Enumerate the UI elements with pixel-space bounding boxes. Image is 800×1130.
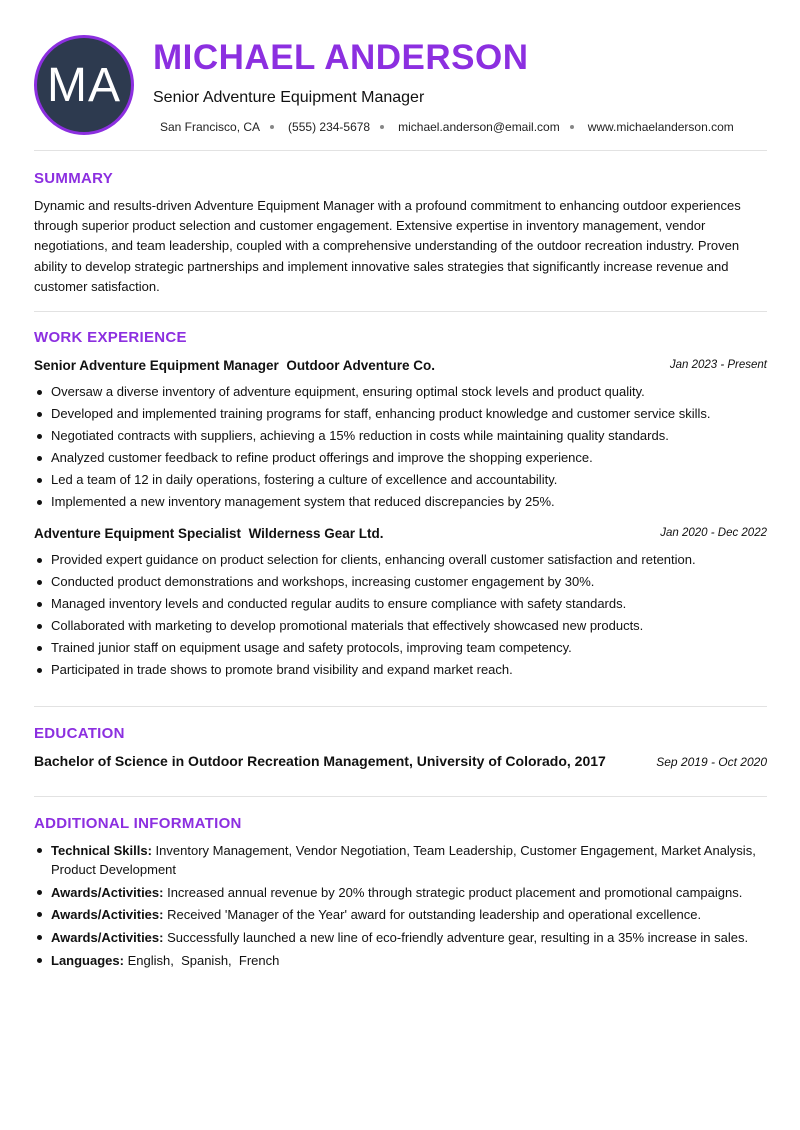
job-dates: Jan 2020 - Dec 2022 [660,527,767,539]
summary-text: Dynamic and results-driven Adventure Equipment Manager with a profound commitment to enhancing outdoor experiences through superior product selection and customer engagement. Extensive expertise in inventory management, vendor negotiations, and team leadership, coupled with a comprehensive understanding of the outdoor recreation industry. Proven ability to develop strategic partnerships and implement innovative sales strategies that significantly increase revenue and customer satisfaction. [34,198,741,294]
item-label: Awards/Activities: [51,929,164,945]
job-bullets [34,381,774,514]
list-item: Managed inventory levels and conducted regular audits to ensure compliance with safety standards. [34,593,774,615]
item-label: Awards/Activities: [51,907,164,922]
summary-heading: SUMMARY [34,170,114,187]
list-item [34,883,769,902]
divider [34,150,767,151]
item-label: Technical Skills: [51,843,152,858]
list-item: Provided expert guidance on product selection for clients, enhancing overall customer satisfaction and retention. [34,549,774,571]
contact-location: San Francisco, CA [160,120,261,134]
contact-email[interactable]: michael.anderson@email.com [398,120,560,134]
list-item [34,928,769,947]
avatar [34,35,134,135]
job-company: Wilderness Gear Ltd. [248,526,384,541]
list-item [34,905,769,924]
list-item: Negotiated contracts with suppliers, achieving a 15% reduction in costs while maintaining quality standards. [34,425,774,447]
list-item: Implemented a new inventory management system that reduced discrepancies by 25%. [34,491,774,513]
job-company: Outdoor Adventure Co. [286,358,436,373]
divider [34,706,767,707]
additional-heading: ADDITIONAL INFORMATION [34,815,242,832]
list-item: Analyzed customer feedback to refine product offerings and improve the shopping experience. [34,447,774,469]
separator-dot [380,125,384,129]
list-item: Developed and implemented training programs for staff, enhancing product knowledge and customer service skills. [34,403,774,425]
job-header [34,526,767,544]
list-item: Participated in trade shows to promote brand visibility and expand market reach. [34,659,774,681]
education-entry [34,753,767,773]
job-header [34,358,767,376]
separator-dot [270,125,274,129]
additional-list [34,841,769,973]
avatar-initials: MA [47,58,121,112]
job-dates: Jan 2023 - Present [669,359,767,371]
job-title-line [34,358,435,373]
divider [34,796,767,797]
candidate-title: Senior Adventure Equipment Manager [153,89,425,106]
item-text: Inventory Management, Vendor Negotiation, Team Leadership, Customer Engagement, Market Analysis, Product Development [51,843,756,877]
candidate-name: MICHAEL ANDERSON [153,38,529,77]
job-title: Adventure Equipment Specialist [34,526,242,541]
item-label: Languages: [51,952,124,968]
contact-line [160,120,734,134]
list-item: Collaborated with marketing to develop promotional materials that effectively showcased new products. [34,615,774,637]
education-heading: EDUCATION [34,725,125,742]
education-dates: Sep 2019 - Oct 2020 [656,755,767,769]
job-title-line [34,526,383,541]
experience-heading: WORK EXPERIENCE [34,329,187,346]
item-label: Awards/Activities: [51,884,164,900]
item-text: English, Spanish, French [127,952,280,968]
contact-website[interactable]: www.michaelanderson.com [587,120,734,134]
education-degree: Bachelor of Science in Outdoor Recreation Management, University of Colorado, 2017 [34,753,606,769]
divider [34,311,767,312]
separator-dot [570,125,574,129]
item-text: Successfully launched a new line of eco-friendly adventure gear, resulting in a 35% increase in sales. [167,929,749,945]
list-item: Conducted product demonstrations and workshops, increasing customer engagement by 30%. [34,571,774,593]
list-item [34,951,769,970]
list-item [34,841,769,879]
contact-phone: (555) 234-5678 [288,120,371,134]
item-text: Increased annual revenue by 20% through strategic product placement and promotional campaigns. [167,884,743,900]
job-bullets [34,549,774,682]
item-text: Received 'Manager of the Year' award for outstanding leadership and operational excellence. [167,907,702,922]
job-title: Senior Adventure Equipment Manager [34,358,279,373]
list-item: Trained junior staff on equipment usage and safety protocols, improving team competency. [34,637,774,659]
list-item: Oversaw a diverse inventory of adventure equipment, ensuring optimal stock levels and product quality. [34,381,774,403]
list-item: Led a team of 12 in daily operations, fostering a culture of excellence and accountability. [34,469,774,491]
